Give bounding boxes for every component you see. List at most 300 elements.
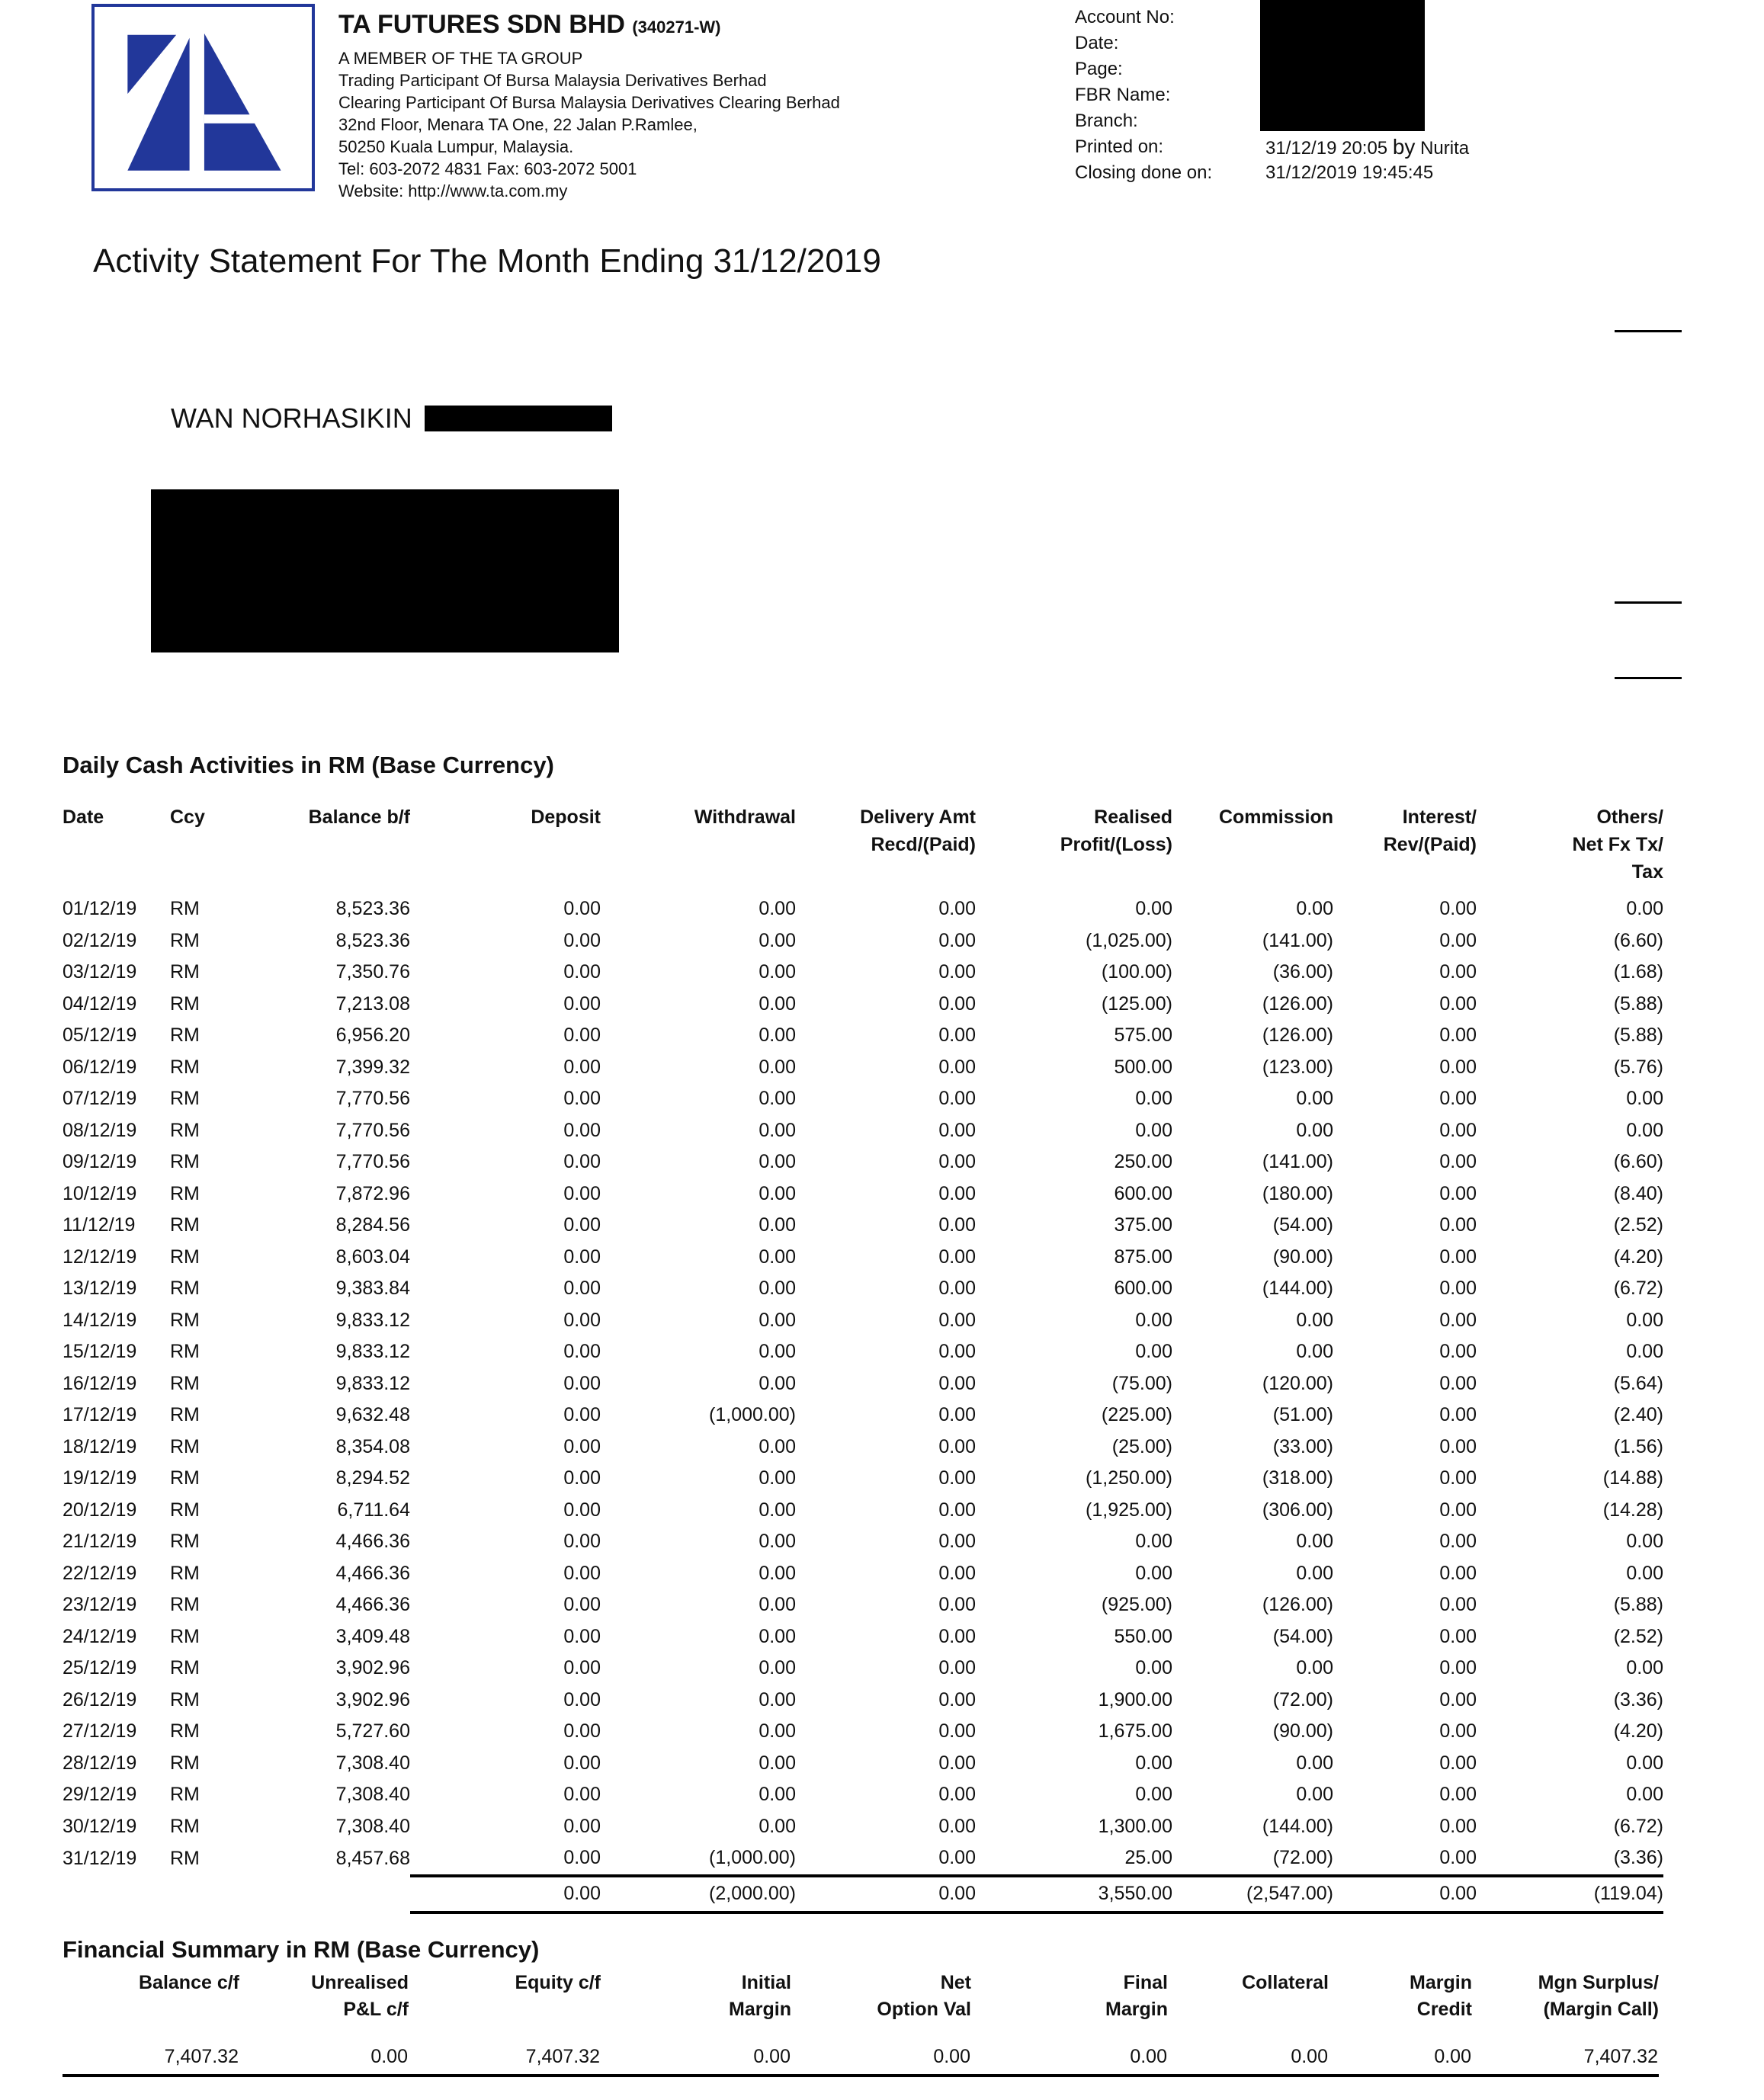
cell-interest: 0.00 [1439, 1278, 1477, 1300]
cell-interest: 0.00 [1439, 1594, 1477, 1616]
cell-deposit: 0.00 [563, 1752, 601, 1774]
cell-interest: 0.00 [1439, 898, 1477, 920]
table-row [63, 957, 1663, 989]
cell-balance-bf: 8,284.56 [335, 1214, 410, 1236]
cell-ccy: RM [170, 1499, 200, 1521]
company-reg-no: (340271-W) [632, 18, 721, 37]
cell-deposit: 0.00 [563, 1815, 601, 1837]
table-row [63, 1210, 1663, 1242]
cell-ccy: RM [170, 992, 200, 1015]
cell-balance-bf: 8,603.04 [335, 1246, 410, 1268]
cell-interest: 0.00 [1439, 1847, 1477, 1869]
cell-withdrawal: 0.00 [759, 1594, 796, 1616]
cell-delivery: 0.00 [938, 992, 976, 1015]
cell-ccy: RM [170, 1404, 200, 1426]
cell-delivery: 0.00 [938, 1182, 976, 1204]
cell-delivery: 0.00 [938, 1056, 976, 1078]
table-row [63, 1748, 1663, 1780]
cell-deposit: 0.00 [563, 929, 601, 951]
cell-date: 07/12/19 [63, 1088, 137, 1110]
cell-interest: 0.00 [1439, 1372, 1477, 1394]
cell-interest: 0.00 [1439, 1119, 1477, 1141]
cell-realised: 0.00 [1135, 1562, 1172, 1584]
cell-commission: (144.00) [1262, 1815, 1333, 1837]
cell-ccy: RM [170, 1720, 200, 1743]
cell-withdrawal: 0.00 [759, 961, 796, 983]
daily-section-title: Daily Cash Activities in RM (Base Currency) [63, 752, 554, 778]
cell-date: 20/12/19 [63, 1499, 137, 1521]
cell-realised: (25.00) [1111, 1435, 1172, 1457]
cell-deposit: 0.00 [563, 1720, 601, 1743]
company-line: Trading Participant Of Bursa Malaysia Derivatives Berhad [338, 71, 767, 90]
cell-deposit: 0.00 [563, 1309, 601, 1331]
cell-withdrawal: 0.00 [759, 1372, 796, 1394]
total-delivery: 0.00 [796, 1876, 976, 1912]
financial-summary-title: Financial Summary in RM (Base Currency) [63, 1936, 540, 1963]
col-ccy: Ccy [170, 806, 205, 828]
fin-col-header: Unrealised P&L c/f [311, 1972, 409, 2020]
company-info [338, 9, 1025, 202]
fin-col-header: Final Margin [1105, 1972, 1168, 2020]
cell-date: 22/12/19 [63, 1562, 137, 1584]
cell-realised: 0.00 [1135, 1119, 1172, 1141]
cell-date: 18/12/19 [63, 1435, 137, 1457]
table-row [63, 1779, 1663, 1811]
fin-value: 7,407.32 [409, 2037, 601, 2076]
cell-deposit: 0.00 [563, 1435, 601, 1457]
cell-date: 29/12/19 [63, 1784, 137, 1806]
cell-commission: 0.00 [1296, 1088, 1333, 1110]
fin-value: 0.00 [601, 2037, 791, 2076]
table-row [63, 1052, 1663, 1084]
cell-commission: (141.00) [1262, 1151, 1333, 1173]
printed-by: Nurita [1420, 138, 1470, 159]
cell-delivery: 0.00 [938, 1278, 976, 1300]
cell-interest: 0.00 [1439, 1404, 1477, 1426]
cell-date: 06/12/19 [63, 1056, 137, 1078]
cell-delivery: 0.00 [938, 1119, 976, 1141]
cell-date: 26/12/19 [63, 1688, 137, 1710]
financial-summary-header [63, 1970, 1659, 2037]
cell-ccy: RM [170, 1467, 200, 1489]
cell-deposit: 0.00 [563, 1847, 601, 1869]
cell-withdrawal: 0.00 [759, 1784, 796, 1806]
fin-col-header: Initial Margin [729, 1972, 791, 2020]
cell-delivery: 0.00 [938, 1594, 976, 1616]
cell-commission: (51.00) [1272, 1404, 1333, 1426]
cell-withdrawal: 0.00 [759, 1309, 796, 1331]
fbr-name-label: FBR Name: [1075, 85, 1171, 105]
cell-date: 09/12/19 [63, 1151, 137, 1173]
cell-delivery: 0.00 [938, 1435, 976, 1457]
cell-date: 30/12/19 [63, 1815, 137, 1837]
cell-ccy: RM [170, 1815, 200, 1837]
cell-realised: 250.00 [1114, 1151, 1172, 1173]
cell-realised: 600.00 [1114, 1278, 1172, 1300]
date-label: Date: [1075, 33, 1119, 53]
cell-deposit: 0.00 [563, 1784, 601, 1806]
cell-ccy: RM [170, 1848, 200, 1870]
cell-ccy: RM [170, 1056, 200, 1078]
fin-value: 0.00 [1329, 2037, 1472, 2076]
fin-col-header: Margin Credit [1410, 1972, 1472, 2020]
cell-realised: 1,900.00 [1098, 1688, 1172, 1710]
cell-others: (14.88) [1602, 1467, 1663, 1489]
cell-deposit: 0.00 [563, 1056, 601, 1078]
cell-others: (5.88) [1613, 1594, 1663, 1616]
cell-interest: 0.00 [1439, 1024, 1477, 1047]
cell-withdrawal: 0.00 [759, 929, 796, 951]
table-row [63, 1020, 1663, 1052]
table-row [63, 1368, 1663, 1400]
cell-balance-bf: 3,902.96 [335, 1657, 410, 1679]
cell-commission: 0.00 [1296, 1562, 1333, 1584]
branch-label: Branch: [1075, 111, 1138, 131]
cell-deposit: 0.00 [563, 1088, 601, 1110]
table-row [63, 1146, 1663, 1178]
table-row [63, 1653, 1663, 1685]
cell-deposit: 0.00 [563, 1499, 601, 1521]
printed-on-value: 31/12/19 20:05 by Nurita [1265, 135, 1470, 159]
printed-on-label: Printed on: [1075, 136, 1164, 157]
cell-ccy: RM [170, 1531, 200, 1553]
cell-others: (14.28) [1602, 1499, 1663, 1521]
table-row [63, 1558, 1663, 1590]
ta-logo-icon [95, 7, 312, 188]
cell-realised: (125.00) [1101, 992, 1172, 1015]
cell-interest: 0.00 [1439, 1815, 1477, 1837]
cell-withdrawal: 0.00 [759, 1657, 796, 1679]
cell-realised: 0.00 [1135, 1309, 1172, 1331]
cell-date: 17/12/19 [63, 1404, 137, 1426]
cell-delivery: 0.00 [938, 1372, 976, 1394]
cell-balance-bf: 5,727.60 [335, 1720, 410, 1743]
cell-commission: (33.00) [1272, 1435, 1333, 1457]
cell-ccy: RM [170, 1784, 200, 1806]
cell-others: 0.00 [1626, 1341, 1663, 1363]
cell-realised: 0.00 [1135, 1657, 1172, 1679]
col-date: Date [63, 806, 104, 828]
cell-balance-bf: 4,466.36 [335, 1562, 410, 1584]
cell-balance-bf: 3,902.96 [335, 1688, 410, 1710]
total-commission: (2,547.00) [1172, 1876, 1333, 1912]
cell-delivery: 0.00 [938, 1688, 976, 1710]
cell-deposit: 0.00 [563, 1246, 601, 1268]
cell-date: 24/12/19 [63, 1625, 137, 1647]
cell-interest: 0.00 [1439, 1467, 1477, 1489]
cell-interest: 0.00 [1439, 1088, 1477, 1110]
cell-interest: 0.00 [1439, 1657, 1477, 1679]
cell-withdrawal: 0.00 [759, 1815, 796, 1837]
cell-ccy: RM [170, 1214, 200, 1236]
cell-delivery: 0.00 [938, 1752, 976, 1774]
cell-realised: 0.00 [1135, 898, 1172, 920]
cell-commission: 0.00 [1296, 1341, 1333, 1363]
cell-withdrawal: 0.00 [759, 1467, 796, 1489]
cell-withdrawal: 0.00 [759, 1499, 796, 1521]
fin-value: 0.00 [971, 2037, 1168, 2076]
table-row [63, 1495, 1663, 1527]
cell-withdrawal: 0.00 [759, 1625, 796, 1647]
cell-others: 0.00 [1626, 1088, 1663, 1110]
cell-withdrawal: 0.00 [759, 1182, 796, 1204]
cell-interest: 0.00 [1439, 1151, 1477, 1173]
cell-withdrawal: 0.00 [759, 992, 796, 1015]
cell-withdrawal: 0.00 [759, 898, 796, 920]
cell-realised: 0.00 [1135, 1088, 1172, 1110]
cell-balance-bf: 9,833.12 [335, 1341, 410, 1363]
cell-ccy: RM [170, 1562, 200, 1584]
cell-others: 0.00 [1626, 1752, 1663, 1774]
cell-date: 01/12/19 [63, 898, 137, 920]
cell-withdrawal: 0.00 [759, 1119, 796, 1141]
cell-ccy: RM [170, 1625, 200, 1647]
cell-commission: 0.00 [1296, 1784, 1333, 1806]
cell-interest: 0.00 [1439, 1499, 1477, 1521]
cell-withdrawal: 0.00 [759, 1531, 796, 1553]
cell-delivery: 0.00 [938, 1088, 976, 1110]
col-balance-bf: Balance b/f [308, 806, 410, 828]
cell-delivery: 0.00 [938, 1815, 976, 1837]
divider [1615, 330, 1682, 332]
cell-commission: (90.00) [1272, 1720, 1333, 1743]
cell-interest: 0.00 [1439, 1625, 1477, 1647]
cell-withdrawal: 0.00 [759, 1562, 796, 1584]
cell-ccy: RM [170, 1752, 200, 1774]
cell-others: (6.60) [1613, 1151, 1663, 1173]
cell-interest: 0.00 [1439, 1214, 1477, 1236]
cell-withdrawal: 0.00 [759, 1088, 796, 1110]
cell-interest: 0.00 [1439, 1720, 1477, 1743]
cell-realised: 0.00 [1135, 1341, 1172, 1363]
redaction-box [425, 406, 612, 431]
cell-realised: 0.00 [1135, 1784, 1172, 1806]
cell-deposit: 0.00 [563, 1688, 601, 1710]
total-realised: 3,550.00 [976, 1876, 1172, 1912]
table-row [63, 1463, 1663, 1495]
table-row [63, 1685, 1663, 1717]
cell-ccy: RM [170, 1151, 200, 1173]
cell-ccy: RM [170, 1088, 200, 1110]
cell-ccy: RM [170, 1309, 200, 1331]
table-row [63, 1399, 1663, 1432]
cell-interest: 0.00 [1439, 1562, 1477, 1584]
cell-deposit: 0.00 [563, 1372, 601, 1394]
cell-others: 0.00 [1626, 1562, 1663, 1584]
cell-others: (4.20) [1613, 1720, 1663, 1743]
cell-deposit: 0.00 [563, 1341, 601, 1363]
cell-others: (3.36) [1613, 1847, 1663, 1869]
table-row [63, 1305, 1663, 1337]
cell-realised: 375.00 [1114, 1214, 1172, 1236]
cell-interest: 0.00 [1439, 1435, 1477, 1457]
cell-others: (5.88) [1613, 992, 1663, 1015]
daily-rows [63, 889, 1663, 1876]
cell-deposit: 0.00 [563, 1594, 601, 1616]
cell-realised: 575.00 [1114, 1024, 1172, 1047]
cell-delivery: 0.00 [938, 1784, 976, 1806]
cell-others: (6.60) [1613, 929, 1663, 951]
fin-value: 0.00 [791, 2037, 971, 2076]
cell-others: (5.76) [1613, 1056, 1663, 1078]
cell-withdrawal: 0.00 [759, 1024, 796, 1047]
company-logo [91, 4, 315, 191]
cell-date: 13/12/19 [63, 1278, 137, 1300]
closing-done-value: 31/12/2019 19:45:45 [1265, 162, 1434, 183]
cell-delivery: 0.00 [938, 1246, 976, 1268]
account-no-label: Account No: [1075, 7, 1175, 27]
company-name: TA FUTURES SDN BHD (340271-W) [338, 10, 721, 39]
cell-date: 19/12/19 [63, 1467, 137, 1489]
totals-row [63, 1876, 1663, 1912]
cell-balance-bf: 7,350.76 [335, 961, 410, 983]
cell-withdrawal: 0.00 [759, 1720, 796, 1743]
cell-date: 04/12/19 [63, 992, 137, 1015]
cell-balance-bf: 7,308.40 [335, 1784, 410, 1806]
cell-balance-bf: 8,523.36 [335, 898, 410, 920]
cell-withdrawal: 0.00 [759, 1246, 796, 1268]
total-deposit: 0.00 [410, 1876, 601, 1912]
cell-others: (8.40) [1613, 1182, 1663, 1204]
cell-balance-bf: 6,711.64 [337, 1499, 410, 1521]
fin-col-header: Collateral [1242, 1972, 1329, 1993]
table-row [63, 1336, 1663, 1368]
cell-date: 11/12/19 [63, 1214, 136, 1236]
cell-date: 16/12/19 [63, 1372, 137, 1394]
cell-commission: (141.00) [1262, 929, 1333, 951]
cell-deposit: 0.00 [563, 1657, 601, 1679]
cell-date: 28/12/19 [63, 1752, 137, 1774]
cell-ccy: RM [170, 1024, 200, 1047]
col-others: Others/ Net Fx Tx/ Tax [1572, 806, 1663, 883]
cell-realised: (1,250.00) [1086, 1467, 1172, 1489]
table-row [63, 925, 1663, 957]
col-delivery: Delivery Amt Recd/(Paid) [860, 806, 976, 855]
cell-others: 0.00 [1626, 1784, 1663, 1806]
cell-realised: 500.00 [1114, 1056, 1172, 1078]
cell-balance-bf: 8,354.08 [335, 1435, 410, 1457]
cell-withdrawal: 0.00 [759, 1151, 796, 1173]
cell-realised: (925.00) [1101, 1594, 1172, 1616]
company-line: 50250 Kuala Lumpur, Malaysia. [338, 137, 574, 156]
col-realised: Realised Profit/(Loss) [1060, 806, 1172, 855]
cell-ccy: RM [170, 1435, 200, 1457]
cell-realised: 875.00 [1114, 1246, 1172, 1268]
cell-realised: (1,025.00) [1086, 929, 1172, 951]
table-row [63, 1811, 1663, 1843]
cell-deposit: 0.00 [563, 1151, 601, 1173]
cell-interest: 0.00 [1439, 1784, 1477, 1806]
cell-balance-bf: 7,213.08 [335, 992, 410, 1015]
cell-deposit: 0.00 [563, 1119, 601, 1141]
redaction-box [1260, 0, 1425, 131]
cell-realised: 0.00 [1135, 1752, 1172, 1774]
cell-date: 02/12/19 [63, 929, 137, 951]
cell-realised: (100.00) [1101, 961, 1172, 983]
cell-interest: 0.00 [1439, 1688, 1477, 1710]
cell-others: (4.20) [1613, 1246, 1663, 1268]
cell-withdrawal: 0.00 [759, 1278, 796, 1300]
cell-deposit: 0.00 [563, 1278, 601, 1300]
col-interest: Interest/ Rev/(Paid) [1383, 806, 1477, 855]
table-row [63, 1242, 1663, 1274]
cell-withdrawal: 0.00 [759, 1752, 796, 1774]
cell-commission: (126.00) [1262, 1024, 1333, 1047]
table-row [63, 1716, 1663, 1748]
cell-balance-bf: 6,956.20 [335, 1024, 410, 1047]
cell-others: 0.00 [1626, 1657, 1663, 1679]
cell-others: (5.64) [1613, 1372, 1663, 1394]
cell-realised: 1,300.00 [1098, 1815, 1172, 1837]
cell-realised: (75.00) [1111, 1372, 1172, 1394]
cell-realised: (225.00) [1101, 1404, 1172, 1426]
divider [1615, 601, 1682, 604]
cell-ccy: RM [170, 1278, 200, 1300]
fin-value: 0.00 [239, 2037, 409, 2076]
cell-ccy: RM [170, 1341, 200, 1363]
cell-ccy: RM [170, 1372, 200, 1394]
table-row [63, 1273, 1663, 1305]
cell-delivery: 0.00 [938, 1499, 976, 1521]
cell-balance-bf: 7,770.56 [335, 1088, 410, 1110]
cell-delivery: 0.00 [938, 1024, 976, 1047]
cell-commission: (54.00) [1272, 1625, 1333, 1647]
cell-delivery: 0.00 [938, 1309, 976, 1331]
cell-others: (1.56) [1613, 1435, 1663, 1457]
cell-date: 08/12/19 [63, 1119, 137, 1141]
cell-commission: (36.00) [1272, 961, 1333, 983]
cell-interest: 0.00 [1439, 1309, 1477, 1331]
cell-withdrawal: 0.00 [759, 1056, 796, 1078]
cell-commission: (90.00) [1272, 1246, 1333, 1268]
cell-commission: (120.00) [1262, 1372, 1333, 1394]
cell-others: (2.52) [1613, 1625, 1663, 1647]
company-line: 32nd Floor, Menara TA One, 22 Jalan P.Ramlee, [338, 115, 698, 134]
table-row [63, 1083, 1663, 1115]
cell-others: (3.36) [1613, 1688, 1663, 1710]
cell-balance-bf: 9,632.48 [335, 1404, 410, 1426]
cell-withdrawal: (1,000.00) [709, 1404, 796, 1426]
cell-withdrawal: 0.00 [759, 1214, 796, 1236]
closing-done-label: Closing done on: [1075, 162, 1213, 183]
cell-interest: 0.00 [1439, 1246, 1477, 1268]
cell-others: (2.52) [1613, 1214, 1663, 1236]
cell-commission: (180.00) [1262, 1182, 1333, 1204]
company-line: A MEMBER OF THE TA GROUP [338, 49, 583, 68]
cell-date: 12/12/19 [63, 1246, 137, 1268]
cell-delivery: 0.00 [938, 1404, 976, 1426]
cell-balance-bf: 8,523.36 [335, 929, 410, 951]
table-row [63, 1589, 1663, 1621]
cell-others: 0.00 [1626, 1309, 1663, 1331]
customer-name: WAN NORHASIKIN [171, 402, 412, 434]
cell-delivery: 0.00 [938, 1467, 976, 1489]
cell-balance-bf: 7,872.96 [335, 1182, 410, 1204]
cell-commission: (123.00) [1262, 1056, 1333, 1078]
cell-others: (5.88) [1613, 1024, 1663, 1047]
cell-commission: 0.00 [1296, 1752, 1333, 1774]
cell-ccy: RM [170, 898, 200, 920]
table-row [63, 1115, 1663, 1147]
cell-deposit: 0.00 [563, 1404, 601, 1426]
cell-ccy: RM [170, 1657, 200, 1679]
statement-title: Activity Statement For The Month Ending 31/12/2019 [93, 242, 881, 280]
cell-realised: 0.00 [1135, 1531, 1172, 1553]
cell-delivery: 0.00 [938, 1562, 976, 1584]
cell-commission: (72.00) [1272, 1847, 1333, 1869]
cell-deposit: 0.00 [563, 1467, 601, 1489]
cell-ccy: RM [170, 1182, 200, 1204]
